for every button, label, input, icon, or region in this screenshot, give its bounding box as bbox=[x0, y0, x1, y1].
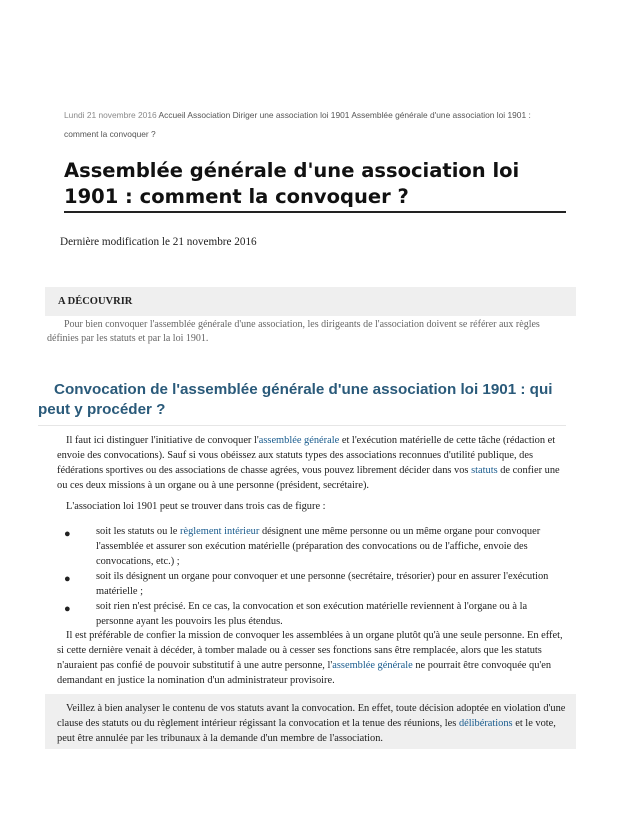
discover-label: A DÉCOUVRIR bbox=[58, 296, 133, 307]
paragraph-preferable bbox=[57, 628, 567, 688]
last-modified-date: Dernière modification le 21 novembre 2016 bbox=[60, 236, 257, 248]
list-item bbox=[60, 599, 560, 629]
list-item bbox=[60, 524, 560, 569]
discover-text: Pour bien convoquer l'assemblée générale d'une association, les dirigeants de l'association doivent se référer aux règles définies par les statuts et par la loi 1901. bbox=[47, 319, 540, 344]
breadcrumb-link-home[interactable]: Accueil bbox=[158, 110, 186, 120]
paragraph-text: Il est préférable de confier la mission de convoquer les assemblées à un organe plutôt qu'à une seule personne. En effet, si cette dernière venait à décéder, à tomber malade ou à cesser ses fonctions sans être remplacée, alors que les statuts n'auraient pas confié de pouvoir substitutif à une autre personne, l' bbox=[57, 630, 563, 671]
breadcrumb-current: Assemblée générale d'une association loi 1901 : comment la convoquer ? bbox=[64, 110, 531, 139]
bullet-icon: ● bbox=[64, 573, 71, 585]
link-deliberations[interactable]: délibérations bbox=[458, 718, 513, 729]
page-title: Assemblée générale d'une association loi 1901 : comment la convoquer ? bbox=[64, 159, 520, 208]
list-item-text: soit rien n'est précisé. En ce cas, la convocation et son exécution matérielle reviennent à l'organe ou à la personne ayant les pouvoirs les plus étendus. bbox=[96, 601, 528, 627]
paragraph-text: ne pourrait être convoquée qu'en demandant en justice la nomination d'un administrateur provisoire. bbox=[57, 660, 552, 686]
breadcrumb-link-diriger[interactable]: Diriger une association loi 1901 bbox=[232, 110, 350, 120]
list-item-text: soit les statuts ou le bbox=[96, 526, 180, 537]
list-item bbox=[60, 569, 560, 599]
breadcrumb-link-association[interactable]: Association bbox=[187, 110, 231, 120]
paragraph-initiative bbox=[57, 433, 567, 493]
link-statuts[interactable]: statuts bbox=[471, 465, 498, 476]
breadcrumb bbox=[64, 106, 564, 144]
paragraph-text: et l'exécution matérielle de cette tâche (rédaction et envoie des convocations). Sauf si vous obéissez aux statuts types des associations reconnues d'utilité publique, des fédérations sportives ou des associations de chasse agrées, vous pouvez librement décider dans vos bbox=[57, 435, 556, 476]
link-assemblee-generale[interactable]: assemblée générale bbox=[258, 435, 340, 446]
list-item-text: désignent une même personne ou un même organe pour convoquer l'assemblée et assurer son exécution matérielle (préparation des convocations ou de l'affiche, envoie des convocations, etc.) ; bbox=[96, 526, 541, 567]
cases-list bbox=[60, 524, 560, 629]
section-divider bbox=[38, 425, 566, 426]
list-item-text: soit ils désignent un organe pour convoquer et une personne (secrétaire, trésorier) pour en assurer l'exécution matérielle ; bbox=[96, 571, 549, 597]
bullet-icon: ● bbox=[64, 528, 71, 540]
paragraph-three-cases: L'association loi 1901 peut se trouver dans trois cas de figure : bbox=[66, 501, 326, 512]
paragraph-text: Il faut ici distinguer l'initiative de convoquer l' bbox=[66, 435, 259, 446]
title-divider bbox=[64, 211, 566, 213]
paragraph-text: de confier une ou ces deux missions à un organe ou à une personne (président, secrétaire). bbox=[57, 465, 560, 491]
note-text bbox=[57, 701, 569, 746]
section-title: Convocation de l'assemblée générale d'une association loi 1901 : qui peut y procéder ? bbox=[38, 381, 553, 418]
link-reglement-interieur[interactable]: règlement intérieur bbox=[180, 526, 260, 537]
bullet-icon: ● bbox=[64, 603, 71, 615]
note-text-part: Veillez à bien analyser le contenu de vos statuts avant la convocation. En effet, toute décision adoptée en violation d'une clause des statuts ou du règlement intérieur régissant la convocation et la tenue des réunions, les bbox=[57, 703, 566, 729]
breadcrumb-date: Lundi 21 novembre 2016 bbox=[64, 110, 157, 120]
link-assemblee-generale-2[interactable]: assemblée générale bbox=[332, 660, 413, 671]
note-text-part: et le vote, peut être annulée par les tribunaux à la demande d'un membre de l'association. bbox=[57, 718, 556, 744]
